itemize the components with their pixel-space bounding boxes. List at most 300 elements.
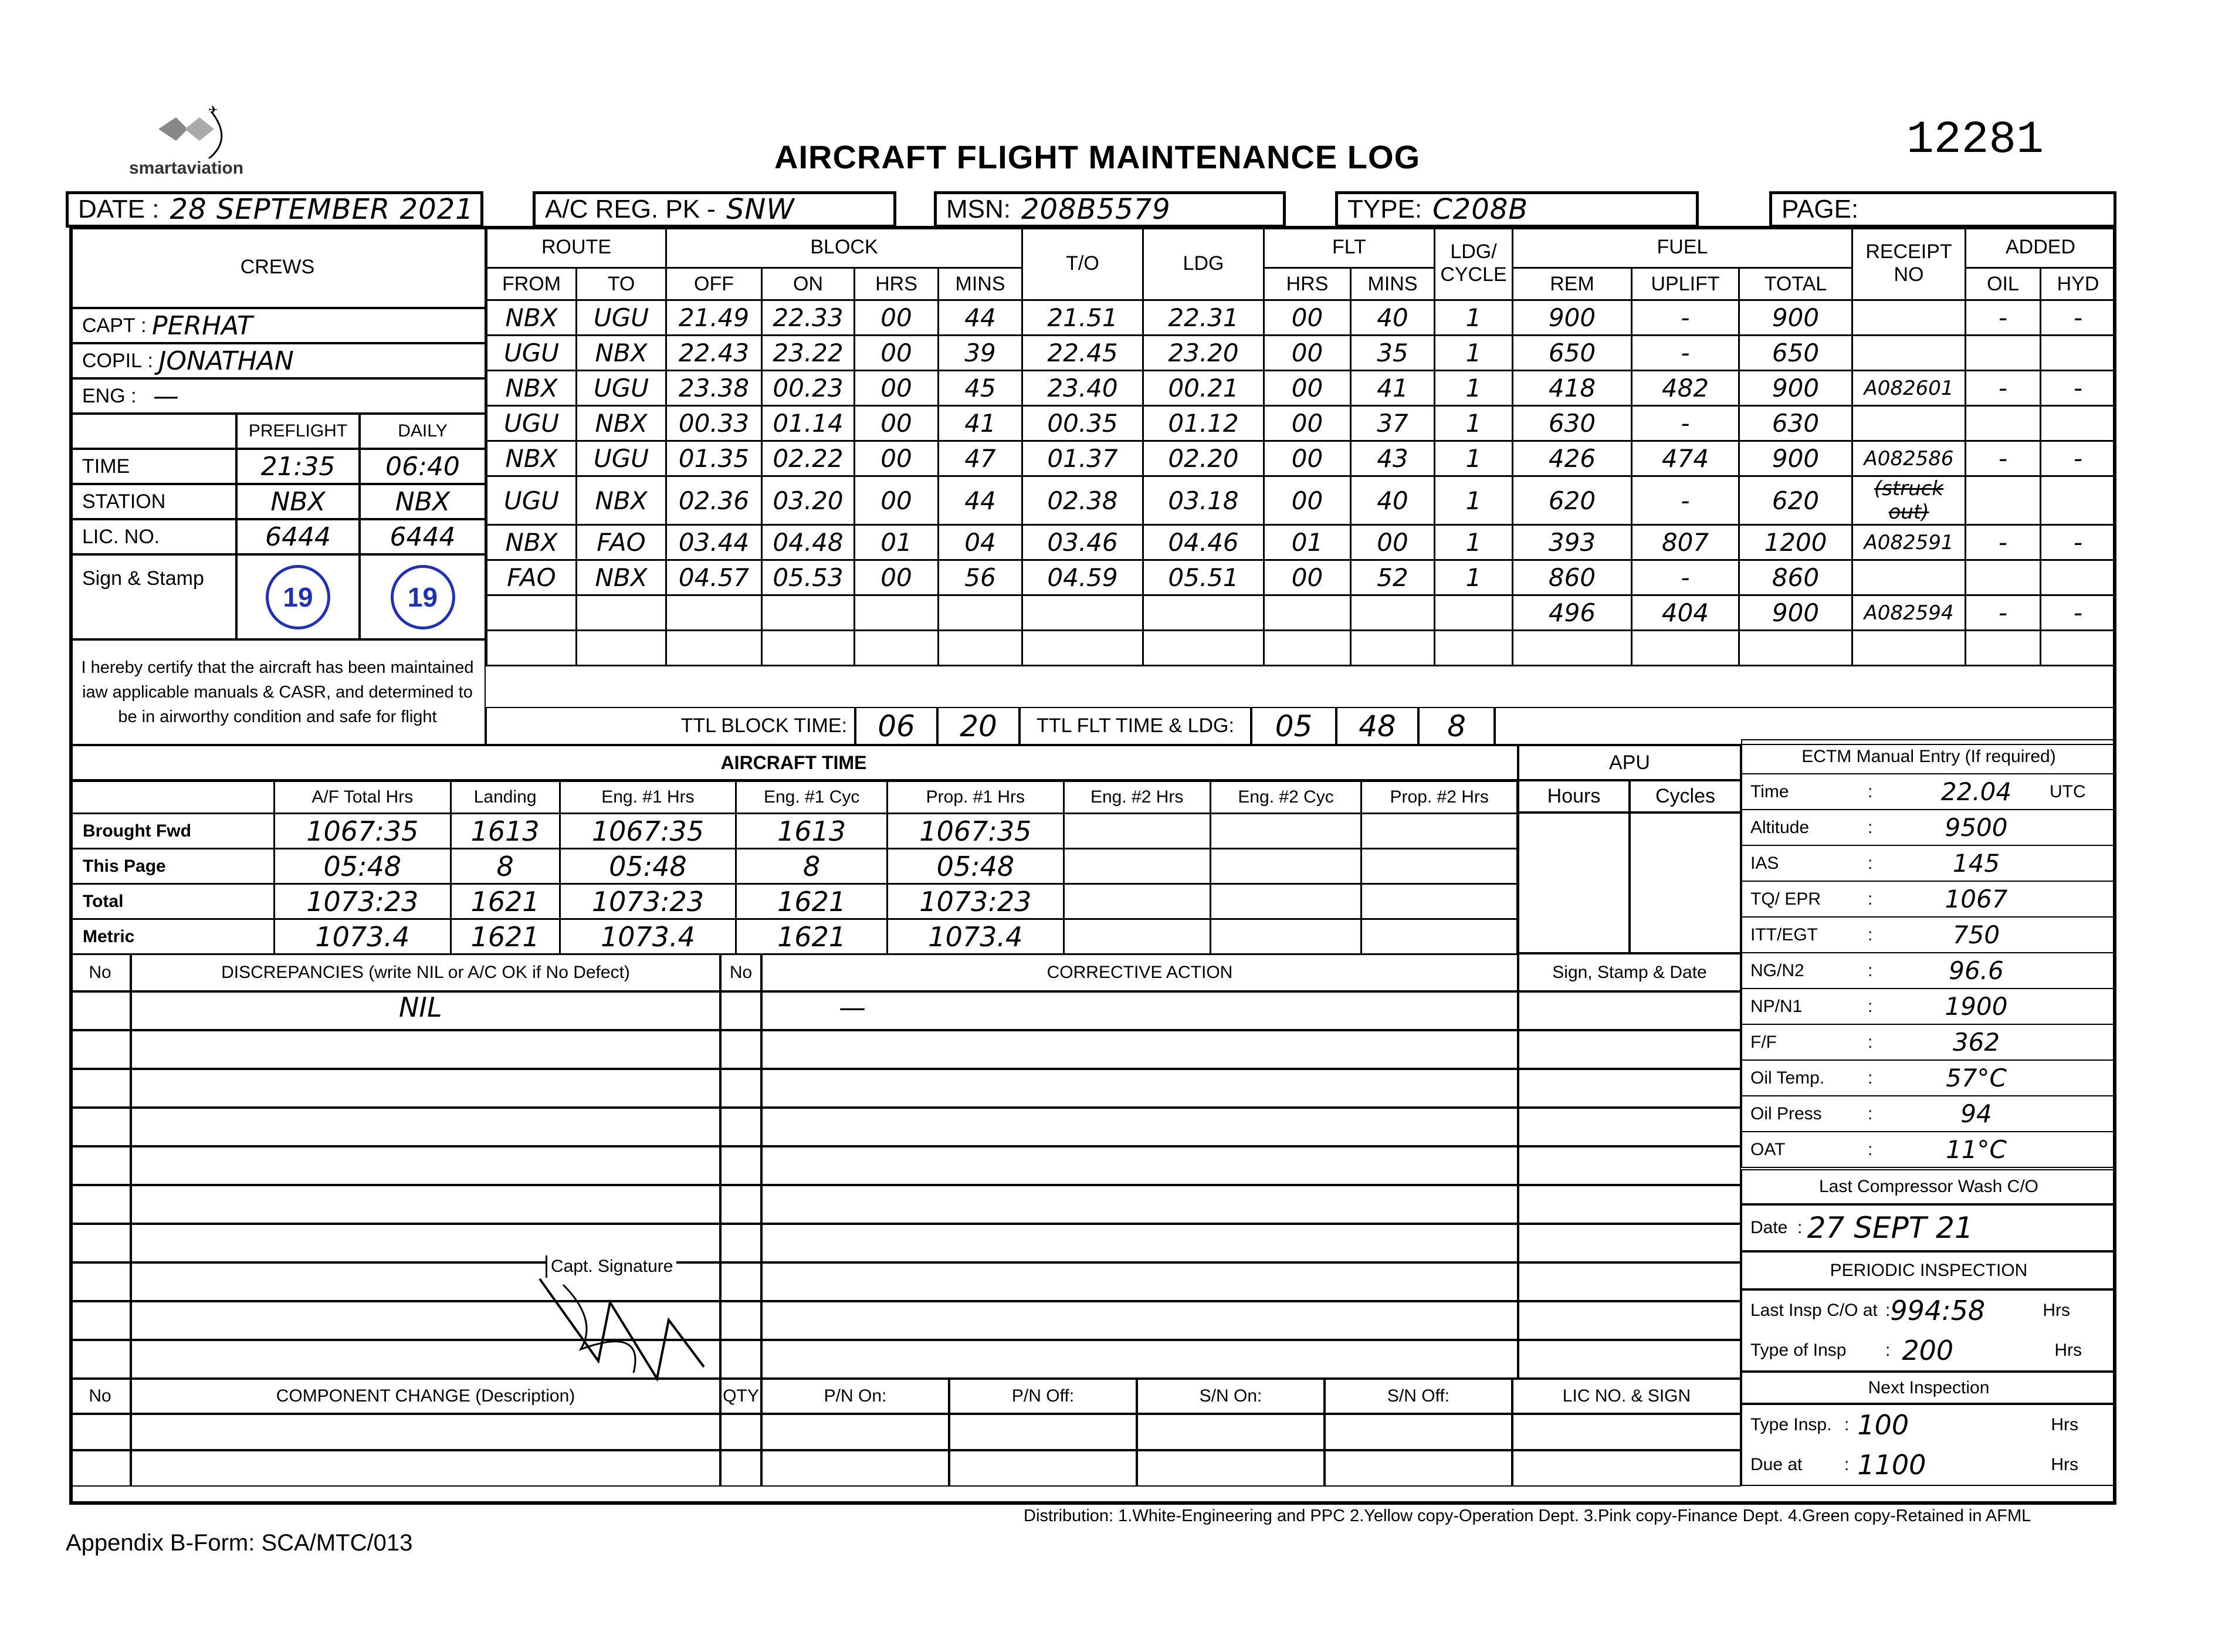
cell-hrs[interactable] — [855, 595, 939, 631]
cell-ldg[interactable]: 04.46 — [1143, 525, 1264, 560]
cell-hyd[interactable]: - — [2041, 300, 2116, 336]
cell-receipt[interactable] — [1852, 300, 1966, 336]
cell-t-o[interactable]: 22.45 — [1022, 336, 1143, 371]
cell-uplift[interactable]: - — [1632, 300, 1739, 336]
station-daily[interactable]: NBX — [360, 484, 486, 519]
aircraft-time-value[interactable]: 1067:35 — [560, 814, 736, 849]
cell-hyd[interactable]: - — [2041, 595, 2116, 631]
cell-t-o[interactable]: 02.38 — [1022, 476, 1143, 525]
aircraft-time-value[interactable]: 1621 — [451, 919, 560, 954]
discrepancy-cell[interactable] — [69, 1185, 131, 1224]
cell-from[interactable]: NBX — [487, 371, 577, 406]
reg-field[interactable] — [533, 191, 896, 228]
cell-on[interactable]: 22.33 — [762, 300, 855, 336]
cell-oil[interactable]: - — [1966, 371, 2041, 406]
cell-hyd[interactable]: - — [2041, 525, 2116, 560]
cell-rem[interactable]: 418 — [1513, 371, 1632, 406]
date-field[interactable] — [66, 191, 483, 228]
discrepancy-cell[interactable] — [720, 1069, 761, 1108]
cell-on[interactable]: 03.20 — [762, 476, 855, 525]
cell-mins[interactable]: 44 — [939, 476, 1022, 525]
discrepancy-cell[interactable] — [761, 1340, 1518, 1379]
cell-cycle[interactable]: 1 — [1435, 371, 1513, 406]
cell-ldg[interactable]: 00.21 — [1143, 371, 1264, 406]
cell-uplift[interactable]: 404 — [1632, 595, 1739, 631]
aircraft-time-value[interactable]: 1073.4 — [560, 919, 736, 954]
ectm-row[interactable] — [1741, 846, 2116, 882]
ectm-row[interactable] — [1741, 774, 2116, 810]
component-cell[interactable] — [761, 1450, 949, 1487]
cell-to[interactable]: FAO — [577, 525, 666, 560]
ectm-row[interactable] — [1741, 989, 2116, 1025]
aircraft-time-value[interactable] — [1210, 814, 1361, 849]
aircraft-time-value[interactable]: 1067:35 — [275, 814, 451, 849]
preflight-sign-cell[interactable] — [236, 554, 360, 639]
cell-on[interactable]: 02.22 — [762, 441, 855, 476]
discrepancy-cell[interactable] — [69, 1224, 131, 1262]
cell-total[interactable]: 630 — [1739, 406, 1852, 441]
cell-total[interactable]: 900 — [1739, 595, 1852, 631]
aircraft-time-value[interactable]: 1613 — [736, 814, 888, 849]
cell-total[interactable]: 650 — [1739, 336, 1852, 371]
cell-from[interactable]: NBX — [487, 525, 577, 560]
cell-flt-hrs[interactable] — [1264, 631, 1351, 666]
time-preflight[interactable]: 21:35 — [236, 449, 360, 484]
cell-cycle[interactable]: 1 — [1435, 300, 1513, 336]
cell-on[interactable]: 05.53 — [762, 560, 855, 595]
ectm-row[interactable] — [1741, 810, 2116, 846]
time-daily[interactable]: 06:40 — [360, 449, 486, 484]
ttl-block-mins[interactable]: 20 — [937, 707, 1020, 745]
cell-mins[interactable]: 39 — [939, 336, 1022, 371]
cell-rem[interactable]: 860 — [1513, 560, 1632, 595]
cell-off[interactable]: 21.49 — [666, 300, 762, 336]
discrepancy-cell[interactable] — [761, 1030, 1518, 1069]
station-preflight[interactable]: NBX — [236, 484, 360, 519]
cell-uplift[interactable]: - — [1632, 406, 1739, 441]
cell-flt-hrs[interactable]: 00 — [1264, 476, 1351, 525]
cell-on[interactable] — [762, 631, 855, 666]
discrepancy-cell[interactable] — [1518, 1301, 1741, 1340]
aircraft-time-value[interactable]: 1073.4 — [275, 919, 451, 954]
cell-hrs[interactable]: 00 — [855, 336, 939, 371]
cell-uplift[interactable]: - — [1632, 560, 1739, 595]
cell-hyd[interactable] — [2041, 631, 2116, 666]
cell-off[interactable]: 00.33 — [666, 406, 762, 441]
cell-to[interactable] — [577, 631, 666, 666]
discrepancy-cell[interactable] — [761, 1146, 1518, 1185]
component-cell[interactable] — [1512, 1450, 1741, 1487]
corrective-action-value[interactable]: — — [839, 991, 866, 1023]
cell-t-o[interactable]: 01.37 — [1022, 441, 1143, 476]
cell-on[interactable]: 23.22 — [762, 336, 855, 371]
discrepancy-cell[interactable] — [131, 1069, 720, 1108]
cell-flt-mins[interactable]: 40 — [1351, 300, 1435, 336]
cell-off[interactable]: 01.35 — [666, 441, 762, 476]
page-field[interactable] — [1769, 191, 2116, 228]
cell-off[interactable]: 22.43 — [666, 336, 762, 371]
discrepancy-cell[interactable] — [1518, 1030, 1741, 1069]
discrepancy-cell[interactable] — [131, 1146, 720, 1185]
compressor-wash-row[interactable]: Date : 27 SEPT 21 — [1741, 1204, 2116, 1251]
component-cell[interactable] — [1325, 1414, 1512, 1450]
cell-hrs[interactable]: 01 — [855, 525, 939, 560]
cell-hrs[interactable]: 00 — [855, 371, 939, 406]
cell-off[interactable]: 03.44 — [666, 525, 762, 560]
discrepancy-cell[interactable] — [131, 1030, 720, 1069]
discrepancy-cell[interactable] — [1518, 1185, 1741, 1224]
component-cell[interactable] — [1325, 1450, 1512, 1487]
cell-cycle[interactable]: 1 — [1435, 406, 1513, 441]
component-cell[interactable] — [1137, 1414, 1325, 1450]
cell-oil[interactable] — [1966, 336, 2041, 371]
cell-mins[interactable] — [939, 595, 1022, 631]
lic-daily[interactable]: 6444 — [360, 519, 486, 554]
aircraft-time-value[interactable]: 1073:23 — [560, 884, 736, 919]
component-cell[interactable] — [69, 1414, 131, 1450]
cell-hyd[interactable] — [2041, 336, 2116, 371]
cell-hyd[interactable] — [2041, 406, 2116, 441]
cell-to[interactable]: UGU — [577, 371, 666, 406]
cell-ldg[interactable]: 23.20 — [1143, 336, 1264, 371]
cell-receipt[interactable] — [1852, 560, 1966, 595]
cell-from[interactable]: FAO — [487, 560, 577, 595]
discrepancy-cell[interactable] — [1518, 991, 1741, 1030]
cell-oil[interactable] — [1966, 631, 2041, 666]
discrepancy-cell[interactable] — [1518, 1069, 1741, 1108]
last-insp-row[interactable]: Last Insp C/O at : 994:58 Hrs — [1750, 1295, 2070, 1326]
cell-oil[interactable]: - — [1966, 441, 2041, 476]
cell-to[interactable]: NBX — [577, 336, 666, 371]
aircraft-time-value[interactable]: 8 — [451, 849, 560, 884]
discrepancy-cell[interactable] — [761, 1262, 1518, 1301]
ectm-row[interactable] — [1741, 953, 2116, 989]
cell-flt-mins[interactable] — [1351, 631, 1435, 666]
aircraft-time-value[interactable] — [1064, 884, 1210, 919]
cell-rem[interactable]: 393 — [1513, 525, 1632, 560]
cell-rem[interactable]: 650 — [1513, 336, 1632, 371]
cell-ldg[interactable] — [1143, 595, 1264, 631]
cell-uplift[interactable]: 807 — [1632, 525, 1739, 560]
cell-ldg[interactable]: 01.12 — [1143, 406, 1264, 441]
cell-mins[interactable]: 45 — [939, 371, 1022, 406]
cell-total[interactable]: 900 — [1739, 371, 1852, 406]
aircraft-time-value[interactable]: 05:48 — [560, 849, 736, 884]
cell-off[interactable]: 04.57 — [666, 560, 762, 595]
ttl-ldg[interactable]: 8 — [1418, 707, 1495, 745]
discrepancy-cell[interactable] — [720, 1146, 761, 1185]
cell-cycle[interactable] — [1435, 595, 1513, 631]
discrepancy-cell[interactable] — [761, 1185, 1518, 1224]
lic-preflight[interactable]: 6444 — [236, 519, 360, 554]
cell-to[interactable] — [577, 595, 666, 631]
aircraft-time-value[interactable] — [1361, 849, 1518, 884]
discrepancy-cell[interactable] — [720, 1108, 761, 1146]
cell-flt-mins[interactable] — [1351, 595, 1435, 631]
cell-hyd[interactable]: - — [2041, 371, 2116, 406]
ectm-row[interactable] — [1741, 1025, 2116, 1061]
aircraft-time-value[interactable]: 1073:23 — [275, 884, 451, 919]
cell-receipt[interactable] — [1852, 406, 1966, 441]
cell-t-o[interactable]: 21.51 — [1022, 300, 1143, 336]
discrepancy-cell[interactable] — [761, 1301, 1518, 1340]
cell-hyd[interactable]: - — [2041, 441, 2116, 476]
cell-ldg[interactable] — [1143, 631, 1264, 666]
discrepancy-cell[interactable] — [720, 1030, 761, 1069]
cell-mins[interactable]: 47 — [939, 441, 1022, 476]
cell-cycle[interactable]: 1 — [1435, 441, 1513, 476]
cell-rem[interactable]: 426 — [1513, 441, 1632, 476]
cell-flt-hrs[interactable]: 00 — [1264, 336, 1351, 371]
cell-hyd[interactable] — [2041, 560, 2116, 595]
apu-hours-value[interactable] — [1518, 813, 1630, 953]
aircraft-time-value[interactable] — [1064, 849, 1210, 884]
cell-off[interactable]: 02.36 — [666, 476, 762, 525]
cell-ldg[interactable]: 02.20 — [1143, 441, 1264, 476]
cell-t-o[interactable]: 04.59 — [1022, 560, 1143, 595]
cell-oil[interactable]: - — [1966, 595, 2041, 631]
cell-from[interactable]: NBX — [487, 300, 577, 336]
discrepancy-cell[interactable] — [720, 1185, 761, 1224]
component-cell[interactable] — [131, 1414, 720, 1450]
ectm-row[interactable] — [1741, 1096, 2116, 1132]
cell-flt-hrs[interactable]: 00 — [1264, 406, 1351, 441]
cell-t-o[interactable]: 23.40 — [1022, 371, 1143, 406]
cell-on[interactable]: 04.48 — [762, 525, 855, 560]
cell-off[interactable] — [666, 631, 762, 666]
cell-flt-hrs[interactable]: 00 — [1264, 371, 1351, 406]
discrepancy-cell[interactable] — [131, 1185, 720, 1224]
discrepancy-cell[interactable] — [1518, 1340, 1741, 1379]
cell-flt-hrs[interactable]: 01 — [1264, 525, 1351, 560]
component-cell[interactable] — [949, 1414, 1137, 1450]
cell-to[interactable]: UGU — [577, 441, 666, 476]
cell-rem[interactable] — [1513, 631, 1632, 666]
ectm-row[interactable] — [1741, 882, 2116, 918]
ectm-row[interactable] — [1741, 1132, 2116, 1168]
cell-rem[interactable]: 630 — [1513, 406, 1632, 441]
cell-oil[interactable] — [1966, 406, 2041, 441]
discrepancy-cell[interactable] — [1518, 1108, 1741, 1146]
cell-from[interactable]: NBX — [487, 441, 577, 476]
aircraft-time-value[interactable]: 1073:23 — [888, 884, 1064, 919]
cell-hrs[interactable]: 00 — [855, 441, 939, 476]
component-cell[interactable] — [69, 1450, 131, 1487]
ttl-block-hrs[interactable]: 06 — [855, 707, 937, 745]
component-cell[interactable] — [131, 1450, 720, 1487]
discrepancy-cell[interactable] — [69, 1069, 131, 1108]
cell-flt-mins[interactable]: 37 — [1351, 406, 1435, 441]
cell-hrs[interactable] — [855, 631, 939, 666]
eng-row[interactable]: ENG : — — [69, 378, 486, 414]
discrepancy-cell[interactable] — [1518, 1224, 1741, 1262]
cell-receipt[interactable]: A082601 — [1852, 371, 1966, 406]
aircraft-time-value[interactable] — [1361, 884, 1518, 919]
cell-on[interactable]: 01.14 — [762, 406, 855, 441]
cell-oil[interactable] — [1966, 476, 2041, 525]
cell-off[interactable] — [666, 595, 762, 631]
cell-t-o[interactable] — [1022, 595, 1143, 631]
aircraft-time-value[interactable]: 1621 — [736, 919, 888, 954]
cell-total[interactable]: 860 — [1739, 560, 1852, 595]
cell-total[interactable]: 1200 — [1739, 525, 1852, 560]
cell-mins[interactable]: 04 — [939, 525, 1022, 560]
cell-hrs[interactable]: 00 — [855, 406, 939, 441]
aircraft-time-value[interactable]: 1621 — [736, 884, 888, 919]
cell-mins[interactable]: 56 — [939, 560, 1022, 595]
capt-row[interactable]: CAPT : PERHAT — [69, 308, 486, 343]
discrepancy-cell[interactable] — [69, 991, 131, 1030]
cell-flt-mins[interactable]: 00 — [1351, 525, 1435, 560]
cell-uplift[interactable]: 482 — [1632, 371, 1739, 406]
aircraft-time-value[interactable]: 8 — [736, 849, 888, 884]
cell-receipt[interactable]: A082586 — [1852, 441, 1966, 476]
component-cell[interactable] — [1137, 1450, 1325, 1487]
cell-rem[interactable]: 496 — [1513, 595, 1632, 631]
discrepancy-cell[interactable] — [761, 1108, 1518, 1146]
aircraft-time-value[interactable]: 1067:35 — [888, 814, 1064, 849]
aircraft-time-value[interactable]: 1621 — [451, 884, 560, 919]
cell-uplift[interactable]: 474 — [1632, 441, 1739, 476]
cell-total[interactable]: 620 — [1739, 476, 1852, 525]
aircraft-time-value[interactable]: 05:48 — [888, 849, 1064, 884]
cell-total[interactable]: 900 — [1739, 441, 1852, 476]
cell-t-o[interactable]: 03.46 — [1022, 525, 1143, 560]
cell-flt-hrs[interactable]: 00 — [1264, 560, 1351, 595]
aircraft-time-value[interactable] — [1210, 919, 1361, 954]
cell-ldg[interactable]: 05.51 — [1143, 560, 1264, 595]
cell-off[interactable]: 23.38 — [666, 371, 762, 406]
component-cell[interactable] — [949, 1450, 1137, 1487]
cell-uplift[interactable]: - — [1632, 336, 1739, 371]
discrepancy-cell[interactable] — [1518, 1146, 1741, 1185]
cell-flt-hrs[interactable]: 00 — [1264, 441, 1351, 476]
discrepancy-cell[interactable] — [761, 991, 1518, 1030]
cell-oil[interactable]: - — [1966, 300, 2041, 336]
aircraft-time-value[interactable]: 05:48 — [275, 849, 451, 884]
cell-flt-hrs[interactable]: 00 — [1264, 300, 1351, 336]
cell-cycle[interactable]: 1 — [1435, 560, 1513, 595]
cell-flt-mins[interactable]: 43 — [1351, 441, 1435, 476]
cell-flt-hrs[interactable] — [1264, 595, 1351, 631]
cell-oil[interactable]: - — [1966, 525, 2041, 560]
cell-hrs[interactable]: 00 — [855, 300, 939, 336]
daily-sign-cell[interactable] — [360, 554, 486, 639]
ectm-row[interactable] — [1741, 1061, 2116, 1096]
cell-on[interactable]: 00.23 — [762, 371, 855, 406]
cell-cycle[interactable]: 1 — [1435, 525, 1513, 560]
discrepancy-cell[interactable] — [131, 1108, 720, 1146]
cell-rem[interactable]: 620 — [1513, 476, 1632, 525]
component-cell[interactable] — [761, 1414, 949, 1450]
discrepancy-cell[interactable] — [69, 1301, 131, 1340]
component-cell[interactable] — [720, 1450, 761, 1487]
cell-t-o[interactable]: 00.35 — [1022, 406, 1143, 441]
cell-from[interactable] — [487, 631, 577, 666]
type-field[interactable] — [1335, 191, 1699, 228]
aircraft-time-value[interactable]: 1613 — [451, 814, 560, 849]
component-cell[interactable] — [1512, 1414, 1741, 1450]
cell-hrs[interactable]: 00 — [855, 476, 939, 525]
cell-mins[interactable]: 44 — [939, 300, 1022, 336]
cell-receipt[interactable]: A082591 — [1852, 525, 1966, 560]
discrepancy-cell[interactable] — [69, 1340, 131, 1379]
cell-receipt[interactable] — [1852, 336, 1966, 371]
cell-cycle[interactable]: 1 — [1435, 476, 1513, 525]
cell-oil[interactable] — [1966, 560, 2041, 595]
cell-receipt[interactable]: (struck out) — [1852, 476, 1966, 525]
cell-rem[interactable]: 900 — [1513, 300, 1632, 336]
discrepancy-cell[interactable] — [720, 1224, 761, 1262]
cell-to[interactable]: NBX — [577, 560, 666, 595]
aircraft-time-value[interactable] — [1064, 814, 1210, 849]
discrepancy-cell[interactable] — [761, 1069, 1518, 1108]
component-cell[interactable] — [720, 1414, 761, 1450]
cell-flt-mins[interactable]: 41 — [1351, 371, 1435, 406]
cell-hyd[interactable] — [2041, 476, 2116, 525]
ttl-flt-hrs[interactable]: 05 — [1251, 707, 1336, 745]
type-insp-row[interactable]: Type of Insp : 200 Hrs — [1750, 1335, 2082, 1366]
aircraft-time-value[interactable]: 1073.4 — [888, 919, 1064, 954]
ttl-flt-mins[interactable]: 48 — [1336, 707, 1418, 745]
cell-mins[interactable]: 41 — [939, 406, 1022, 441]
discrepancy-cell[interactable] — [69, 1262, 131, 1301]
ectm-row[interactable] — [1741, 918, 2116, 953]
cell-cycle[interactable] — [1435, 631, 1513, 666]
discrepancy-cell[interactable] — [69, 1108, 131, 1146]
next-type-row[interactable]: Type Insp. : 100 Hrs — [1750, 1409, 2078, 1441]
copil-row[interactable]: COPIL : JONATHAN — [69, 343, 486, 378]
cell-hrs[interactable]: 00 — [855, 560, 939, 595]
cell-to[interactable]: NBX — [577, 476, 666, 525]
cell-to[interactable]: NBX — [577, 406, 666, 441]
cell-from[interactable] — [487, 595, 577, 631]
discrepancy-cell[interactable] — [720, 991, 761, 1030]
discrepancy-cell[interactable] — [1518, 1262, 1741, 1301]
aircraft-time-value[interactable] — [1210, 884, 1361, 919]
aircraft-time-value[interactable] — [1361, 814, 1518, 849]
cell-ldg[interactable]: 22.31 — [1143, 300, 1264, 336]
aircraft-time-value[interactable] — [1064, 919, 1210, 954]
cell-total[interactable] — [1739, 631, 1852, 666]
cell-mins[interactable] — [939, 631, 1022, 666]
cell-total[interactable]: 900 — [1739, 300, 1852, 336]
discrepancy-cell[interactable] — [761, 1224, 1518, 1262]
discrepancy-value[interactable]: NIL — [399, 991, 442, 1023]
aircraft-time-value[interactable] — [1210, 849, 1361, 884]
aircraft-time-value[interactable] — [1361, 919, 1518, 954]
cell-from[interactable]: UGU — [487, 476, 577, 525]
discrepancy-cell[interactable] — [69, 1030, 131, 1069]
msn-field[interactable] — [934, 191, 1286, 228]
cell-from[interactable]: UGU — [487, 336, 577, 371]
cell-on[interactable] — [762, 595, 855, 631]
cell-cycle[interactable]: 1 — [1435, 336, 1513, 371]
cell-from[interactable]: UGU — [487, 406, 577, 441]
cell-to[interactable]: UGU — [577, 300, 666, 336]
discrepancy-cell[interactable] — [69, 1146, 131, 1185]
apu-cycles-value[interactable] — [1630, 813, 1741, 953]
cell-t-o[interactable] — [1022, 631, 1143, 666]
cell-ldg[interactable]: 03.18 — [1143, 476, 1264, 525]
cell-uplift[interactable]: - — [1632, 476, 1739, 525]
due-at-row[interactable]: Due at : 1100 Hrs — [1750, 1449, 2078, 1481]
cell-flt-mins[interactable]: 52 — [1351, 560, 1435, 595]
cell-flt-mins[interactable]: 35 — [1351, 336, 1435, 371]
cell-flt-mins[interactable]: 40 — [1351, 476, 1435, 525]
cell-receipt[interactable] — [1852, 631, 1966, 666]
cell-receipt[interactable]: A082594 — [1852, 595, 1966, 631]
